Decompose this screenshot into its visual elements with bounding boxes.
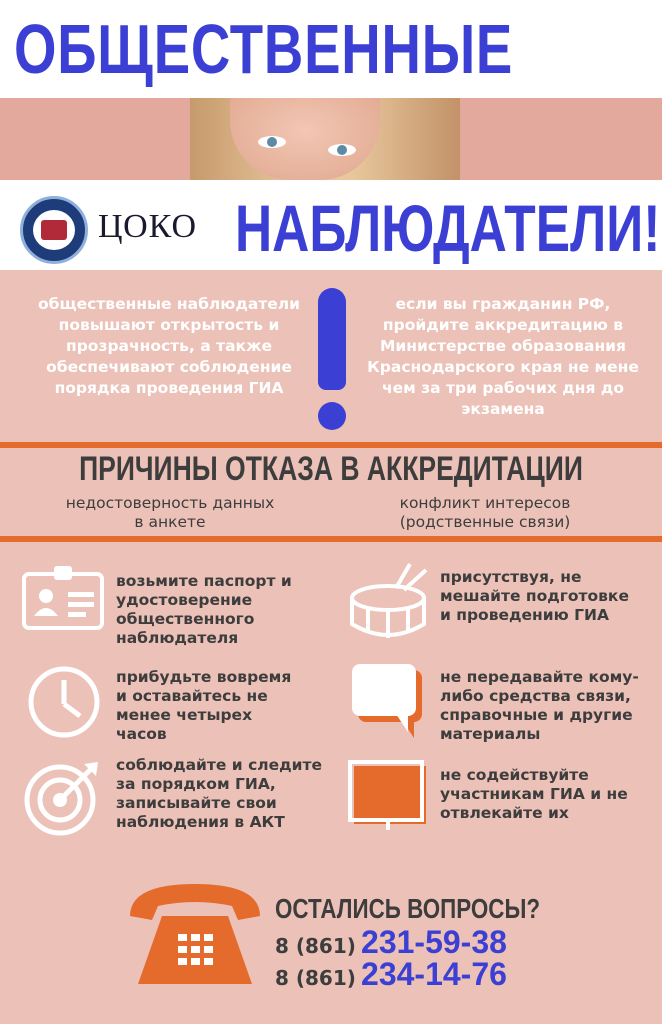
phone-prefix: 8 (861)	[275, 934, 356, 958]
exclamation-dot-icon	[318, 402, 346, 430]
photo-right-eye	[328, 144, 356, 156]
tip-text-no-devices: не передавайте кому-либо средства связи, справочные и другие материалы	[440, 668, 639, 743]
tip-text-no-disturb: присутствуя, не мешайте подготовке и проведению ГИА	[440, 568, 629, 624]
book-icon	[41, 220, 67, 240]
info-left-text: общественные наблюдатели повышают открытость и прозрачность, а также обеспечивают соблюдение порядка проведения ГИА	[37, 295, 301, 397]
logo-text: ЦОКО	[98, 208, 198, 245]
tip-text-no-assist: не содействуйте участникам ГИА и не отвлекайте их	[440, 766, 628, 822]
tip-text-arrive: прибудьте вовремя и оставайтесь не менее четырех часов	[116, 668, 292, 743]
headline-line2: НАБЛЮДАТЕЛИ!	[235, 191, 661, 265]
telephone-icon	[126, 876, 264, 988]
exclamation-bar-icon	[318, 288, 346, 390]
info-right-text: если вы гражданин РФ, пройдите аккредитацию в Министерстве образования Краснодарского края не мене чем за три рабочих дня до экзамена	[367, 295, 639, 418]
clock-icon	[26, 664, 102, 740]
speech-bubble-icon	[352, 664, 424, 740]
reason-right: конфликт интересов (родственные связи)	[399, 494, 571, 531]
divider-bottom	[0, 536, 662, 542]
id-card-icon	[22, 566, 104, 632]
tip-text-passport: возьмите паспорт и удостоверение общественного наблюдателя	[116, 572, 292, 647]
phone-number[interactable]: 231-59-38	[361, 924, 507, 960]
phone-prefix: 8 (861)	[275, 966, 356, 990]
tip-text-observe: соблюдайте и следите за порядком ГИА, записывайте свои наблюдения в АКТ	[116, 756, 322, 831]
photo-left-eye	[258, 136, 286, 148]
headline-line1: ОБЩЕСТВЕННЫЕ	[14, 10, 514, 88]
questions-title: ОСТАЛИСЬ ВОПРОСЫ?	[275, 893, 541, 924]
reasons-title: ПРИЧИНЫ ОТКАЗА В АККРЕДИТАЦИИ	[79, 450, 583, 488]
target-icon	[22, 758, 102, 838]
phone-row-2[interactable]	[275, 956, 507, 993]
phone-number[interactable]: 234-14-76	[361, 956, 507, 992]
divider-top	[0, 442, 662, 448]
blackboard-icon	[348, 760, 430, 832]
reason-left: недостоверность данных в анкете	[65, 494, 275, 531]
drum-icon	[348, 560, 430, 642]
